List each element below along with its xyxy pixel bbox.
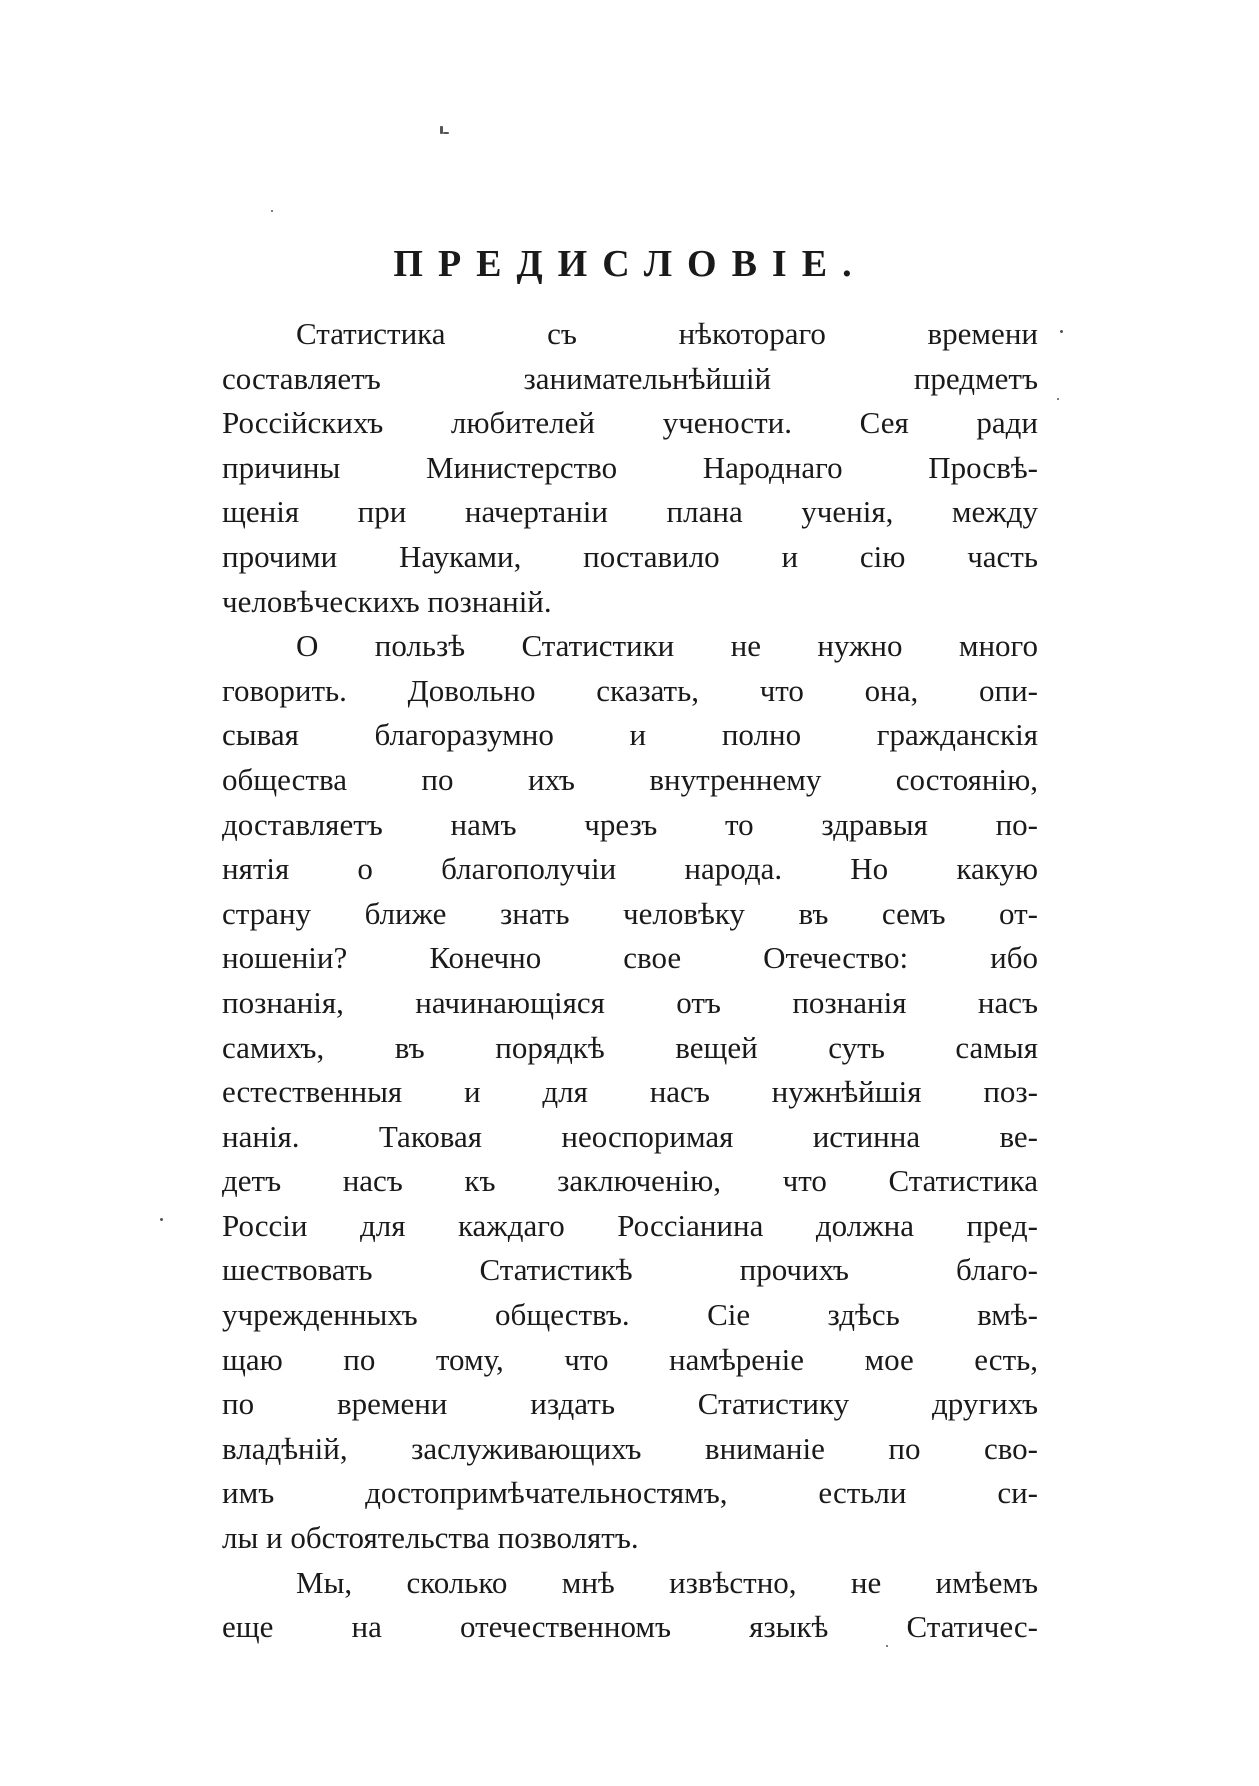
text-line: составляетъ занимательнѣйшій предметъ	[222, 360, 1038, 396]
text-line: доставляетъ намъ чрезъ то здравыя по-	[222, 806, 1038, 842]
text-line: щаю по тому, что намѣреніе мое есть,	[222, 1341, 1038, 1377]
text-line: Россійскихъ любителей учености. Сея ради	[222, 405, 1038, 441]
print-speck	[160, 1218, 163, 1221]
text-line: по времени издать Статистику другихъ	[222, 1386, 1038, 1422]
text-line: нанія. Таковая неоспоримая истинна ве-	[222, 1118, 1038, 1154]
text-line: сывая благоразумно и полно гражданскія	[222, 717, 1038, 753]
print-speck	[1057, 398, 1059, 400]
page-title: ПРЕДИСЛОВІЕ.	[393, 243, 867, 286]
text-line: шествовать Статистикѣ прочихъ благо-	[222, 1252, 1038, 1288]
text-line: владѣній, заслуживающихъ вниманіе по сво-	[222, 1430, 1038, 1466]
text-line: еще на отечественномъ языкѣ Статичес-	[222, 1609, 1038, 1645]
text-line: ношеніи? Конечно свое Отечество: ибо	[222, 940, 1038, 976]
text-line: причины Министерство Народнаго Просвѣ-	[222, 449, 1038, 485]
print-speck	[443, 132, 449, 134]
text-line: О пользѣ Статистики не нужно много	[296, 628, 1038, 664]
text-line: детъ насъ къ заключенію, что Статистика	[222, 1163, 1038, 1199]
text-line: нятія о благополучіи народа. Но какую	[222, 851, 1038, 887]
print-speck	[271, 210, 273, 212]
text-line: естественныя и для насъ нужнѣйшія поз-	[222, 1074, 1038, 1110]
body-text	[222, 312, 1038, 1650]
text-line: имъ достопримѣчательностямъ, естьли си-	[222, 1475, 1038, 1511]
text-line: учрежденныхъ обществъ. Сіе здѣсь вмѣ-	[222, 1297, 1038, 1333]
print-speck	[1060, 330, 1063, 333]
text-line: самихъ, въ порядкѣ вещей суть самыя	[222, 1029, 1038, 1065]
text-line: щенія при начертаніи плана ученія, между	[222, 494, 1038, 530]
text-line: лы и обстоятельства позволятъ.	[222, 1520, 639, 1556]
text-line: Статистика съ нѣкотораго времени	[296, 316, 1038, 351]
text-line: страну ближе знать человѣку въ семъ от-	[222, 895, 1038, 931]
text-line: прочими Науками, поставило и сію часть	[222, 538, 1038, 574]
text-line: общества по ихъ внутреннему состоянію,	[222, 761, 1038, 797]
text-line: Россіи для каждаго Россіанина должна пред-	[222, 1207, 1038, 1243]
text-line: человѣческихъ познаній.	[222, 583, 552, 619]
text-line: Мы, сколько мнѣ извѣстно, не имѣемъ	[296, 1564, 1038, 1600]
text-line: говорить. Довольно сказать, что она, опи-	[222, 672, 1038, 708]
text-line: познанія, начинающіяся отъ познанія насъ	[222, 984, 1038, 1020]
